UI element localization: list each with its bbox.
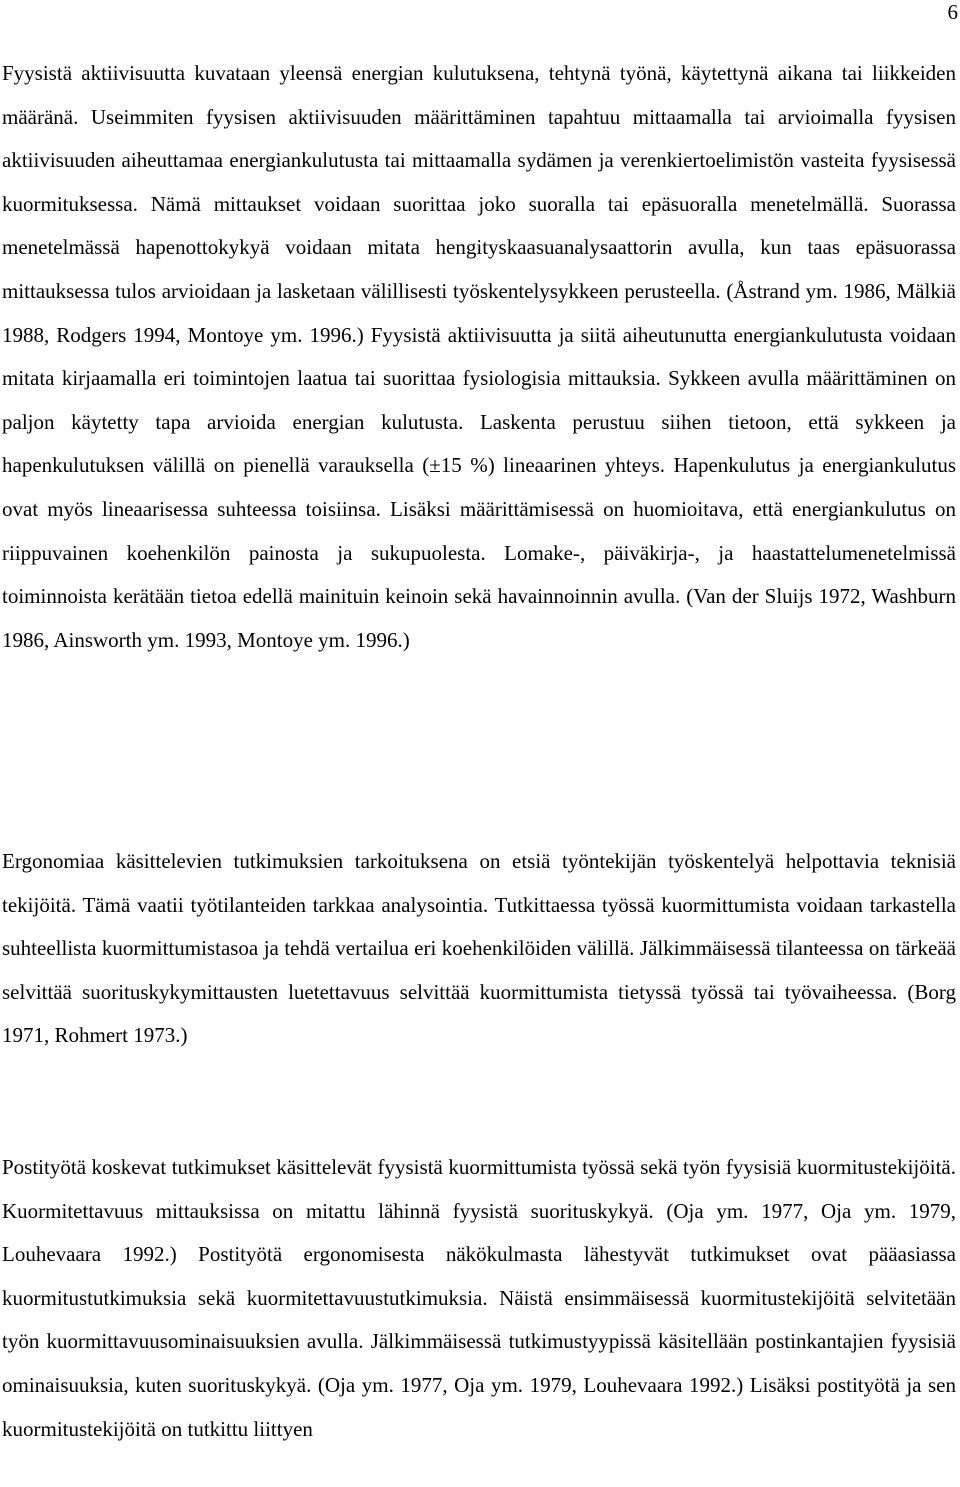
paragraph-postal-work-research: Postityötä koskevat tutkimukset käsittelevät fyysistä kuormittumista työssä sekä työn fyysisiä kuormitustekijöitä. Kuormitettavuus mittauksissa on mitattu lähinnä fyysistä suorituskykyä. (Oja ym. 1977, Oja ym. 1979, Louhevaara 1992.) Postityötä ergonomisesta näkökulmasta lähestyvät tutkimukset ovat pääasiassa kuormitustutkimuksia sekä kuormitettavuustutkimuksia. Näistä ensimmäisessä kuormitustekijöitä selvitetään työn kuormittavuusominaisuuksien avulla. Jälkimmäisessä tutkimustyypissä käsitellään postinkantajien fyysisiä ominaisuuksia, kuten suorituskykyä. (Oja ym. 1977, Oja ym. 1979, Louhevaara 1992.) Lisäksi postityötä ja sen kuormitustekijöitä on tutkittu liittyen	[2, 1155, 956, 1441]
page-number: 6	[947, 0, 958, 24]
paragraph-ergonomics-research: Ergonomiaa käsittelevien tutkimuksien tarkoituksena on etsiä työntekijän työskentelyä helpottavia teknisiä tekijöitä. Tämä vaatii työtilanteiden tarkkaa analysointia. Tutkittaessa työssä kuormittumista voidaan tarkastella suhteellista kuormittumistasoa ja tehdä vertailua eri koehenkilöiden välillä. Jälkimmäisessä tilanteessa on tärkeää selvittää suorituskykymittausten luetettavuus selvittää kuormittumista tietyssä työssä tai työvaiheessa. (Borg 1971, Rohmert 1973.)	[2, 849, 956, 1048]
paragraph-physical-activity-measurement: Fyysistä aktiivisuutta kuvataan yleensä energian kulutuksena, tehtynä työnä, käytettynä aikana tai liikkeiden määränä. Useimmiten fyysisen aktiivisuuden määrittäminen tapahtuu mittaamalla tai arvioimalla fyysisen aktiivisuuden aiheuttamaa energiankulutusta tai mittaamalla sydämen ja verenkiertoelimistön vasteita fyysisessä kuormituksessa. Nämä mittaukset voidaan suorittaa joko suoralla tai epäsuoralla menetelmällä. Suorassa menetelmässä hapenottokykyä voidaan mitata hengityskaasuanalysaattorin avulla, kun taas epäsuorassa mittauksessa tulos arvioidaan ja lasketaan välillisesti työskentelysykkeen perusteella. (Åstrand ym. 1986, Mälkiä 1988, Rodgers 1994, Montoye ym. 1996.) Fyysistä aktiivisuutta ja siitä aiheutunutta energiankulutusta voidaan mitata kirjaamalla eri toimintojen laatua tai suorittaa fysiologisia mittauksia. Sykkeen avulla määrittäminen on paljon käytetty tapa arvioida energian kulutusta. Laskenta perustuu siihen tietoon, että sykkeen ja hapenkulutuksen välillä on pienellä varauksella (±15 %) lineaarinen yhteys. Hapenkulutus ja energiankulutus ovat myös lineaarisessa suhteessa toisiinsa. Lisäksi määrittämisessä on huomioitava, että energiankulutus on riippuvainen koehenkilön painosta ja sukupuolesta. Lomake-, päiväkirja-, ja haastattelumenetelmissä toiminnoista kerätään tietoa edellä mainituin keinoin sekä havainnoinnin avulla. (Van der Sluijs 1972, Washburn 1986, Ainsworth ym. 1993, Montoye ym. 1996.)	[2, 61, 956, 652]
